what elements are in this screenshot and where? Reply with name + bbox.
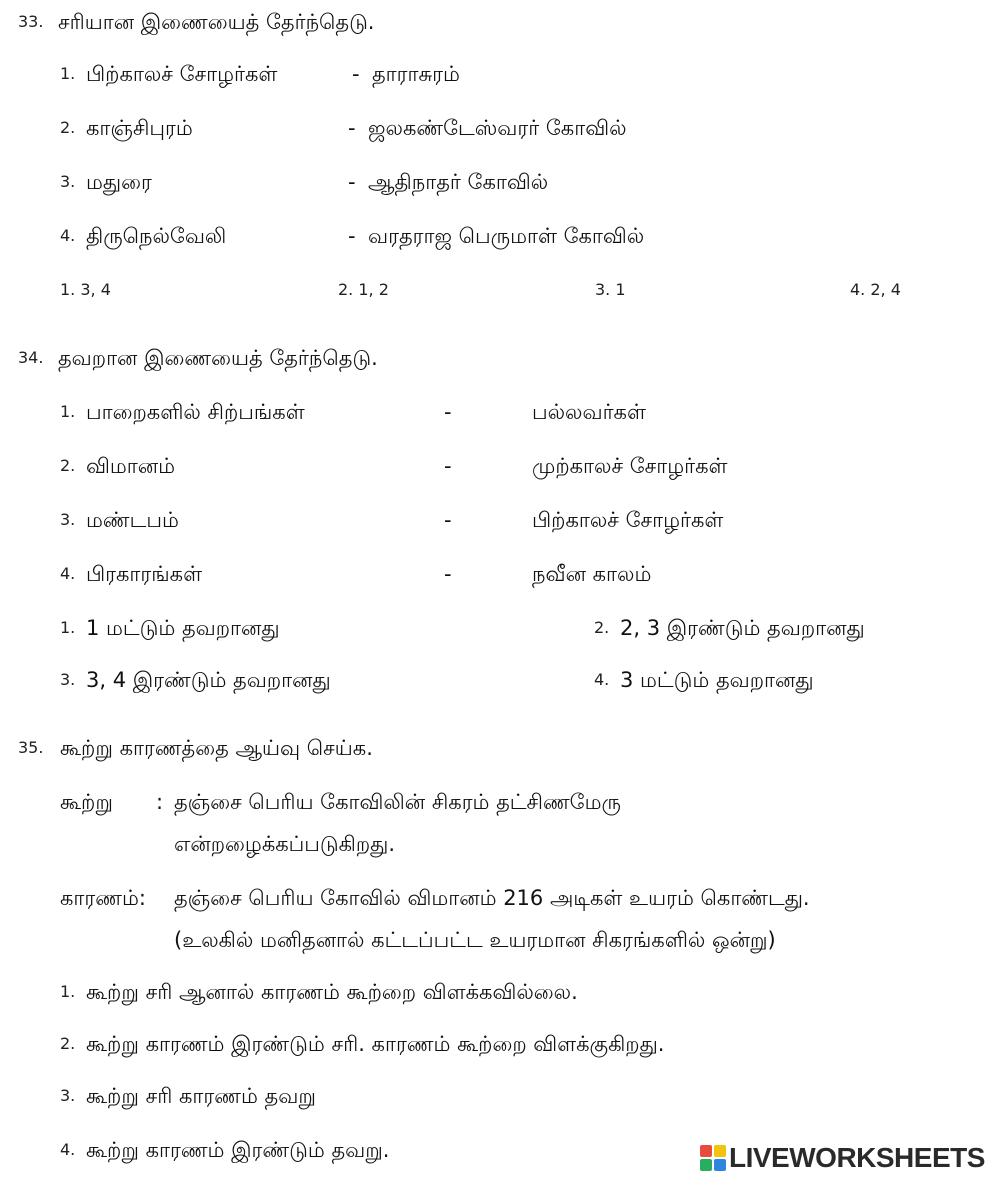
pair-number: 1. [60,402,76,421]
pair-dash: - [348,224,356,248]
pair-left: விமானம் [86,454,176,478]
pair-right: ஜலகண்டேஸ்வரர் கோவில் [368,116,627,140]
assertion-line-1: தஞ்சை பெரிய கோவிலின் சிகரம் தட்சிணமேரு [174,790,621,814]
option-3[interactable]: 3. 1 [595,280,626,299]
pair-dash: - [348,116,356,140]
liveworksheets-logo [700,1142,985,1174]
reason-line-2: (உலகில் மனிதனால் கட்டப்பட்ட உயரமான சிகரங்களில் ஒன்று) [174,928,776,952]
logo-square [700,1145,712,1157]
pair-left: திருநெல்வேலி [86,224,227,248]
reason-line-1: தஞ்சை பெரிய கோவில் விமானம் 216 அடிகள் உயரம் கொண்டது. [174,886,810,910]
assertion-label: கூற்று [60,790,113,814]
reason-label: காரணம்: [60,886,146,910]
option-number: 2. [594,618,610,637]
option-number: 3. [60,1086,76,1105]
pair-right: நவீன காலம் [532,562,652,586]
pair-right: முற்காலச் சோழர்கள் [532,454,728,478]
option-number: 1. [60,618,76,637]
pair-right: வரதராஜ பெருமாள் கோவில் [368,224,645,248]
pair-number: 3. [60,172,76,191]
option-text: கூற்று சரி காரணம் தவறு [86,1084,316,1108]
liveworksheets-logo-icon [700,1145,726,1171]
pair-left: காஞ்சிபுரம் [86,116,193,140]
option-text: 3, 4 இரண்டும் தவறானது [86,668,331,692]
pair-dash: - [352,62,360,86]
pair-left: மதுரை [86,170,152,194]
option-text: கூற்று காரணம் இரண்டும் தவறு. [86,1138,390,1162]
pair-number: 2. [60,456,76,475]
pair-dash: - [444,400,452,424]
option-number: 2. [60,1034,76,1053]
question-text: கூற்று காரணத்தை ஆய்வு செய்க. [60,736,373,760]
option-number: 4. [594,670,610,689]
pair-left: மண்டபம் [86,508,179,532]
option-text: 3 மட்டும் தவறானது [620,668,814,692]
pair-right: பிற்காலச் சோழர்கள் [532,508,724,532]
assertion-colon: : [156,790,164,814]
option-number: 3. [60,670,76,689]
assertion-line-2: என்றழைக்கப்படுகிறது. [174,832,396,856]
option-4[interactable]: 4. 2, 4 [850,280,901,299]
pair-left: பிற்காலச் சோழர்கள் [86,62,278,86]
pair-dash: - [444,508,452,532]
option-1[interactable]: 1. 3, 4 [60,280,111,299]
option-number: 1. [60,982,76,1001]
pair-right: ஆதிநாதர் கோவில் [368,170,549,194]
question-number: 34. [18,348,44,367]
pair-right: பல்லவர்கள் [532,400,646,424]
option-2[interactable]: 2. 1, 2 [338,280,389,299]
pair-number: 1. [60,64,76,83]
option-text: 1 மட்டும் தவறானது [86,616,280,640]
pair-number: 4. [60,564,76,583]
pair-dash: - [444,562,452,586]
question-number: 35. [18,738,44,757]
question-number: 33. [18,12,44,31]
pair-dash: - [444,454,452,478]
logo-square [714,1145,726,1157]
option-number: 4. [60,1140,76,1159]
option-text: 2, 3 இரண்டும் தவறானது [620,616,865,640]
pair-number: 3. [60,510,76,529]
logo-square [700,1159,712,1171]
pair-dash: - [348,170,356,194]
question-text: சரியான இணையைத் தேர்ந்தெடு. [58,10,375,34]
pair-number: 2. [60,118,76,137]
option-text: கூற்று காரணம் இரண்டும் சரி. காரணம் கூற்றை விளக்குகிறது. [86,1032,665,1056]
pair-number: 4. [60,226,76,245]
pair-left: பிரகாரங்கள் [86,562,203,586]
question-text: தவறான இணையைத் தேர்ந்தெடு. [58,346,378,370]
option-text: கூற்று சரி ஆனால் காரணம் கூற்றை விளக்கவில்லை. [86,980,578,1004]
pair-right: தாராசுரம் [372,62,460,86]
logo-square [714,1159,726,1171]
pair-left: பாறைகளில் சிற்பங்கள் [86,400,305,424]
logo-text: LIVEWORKSHEETS [729,1142,985,1173]
